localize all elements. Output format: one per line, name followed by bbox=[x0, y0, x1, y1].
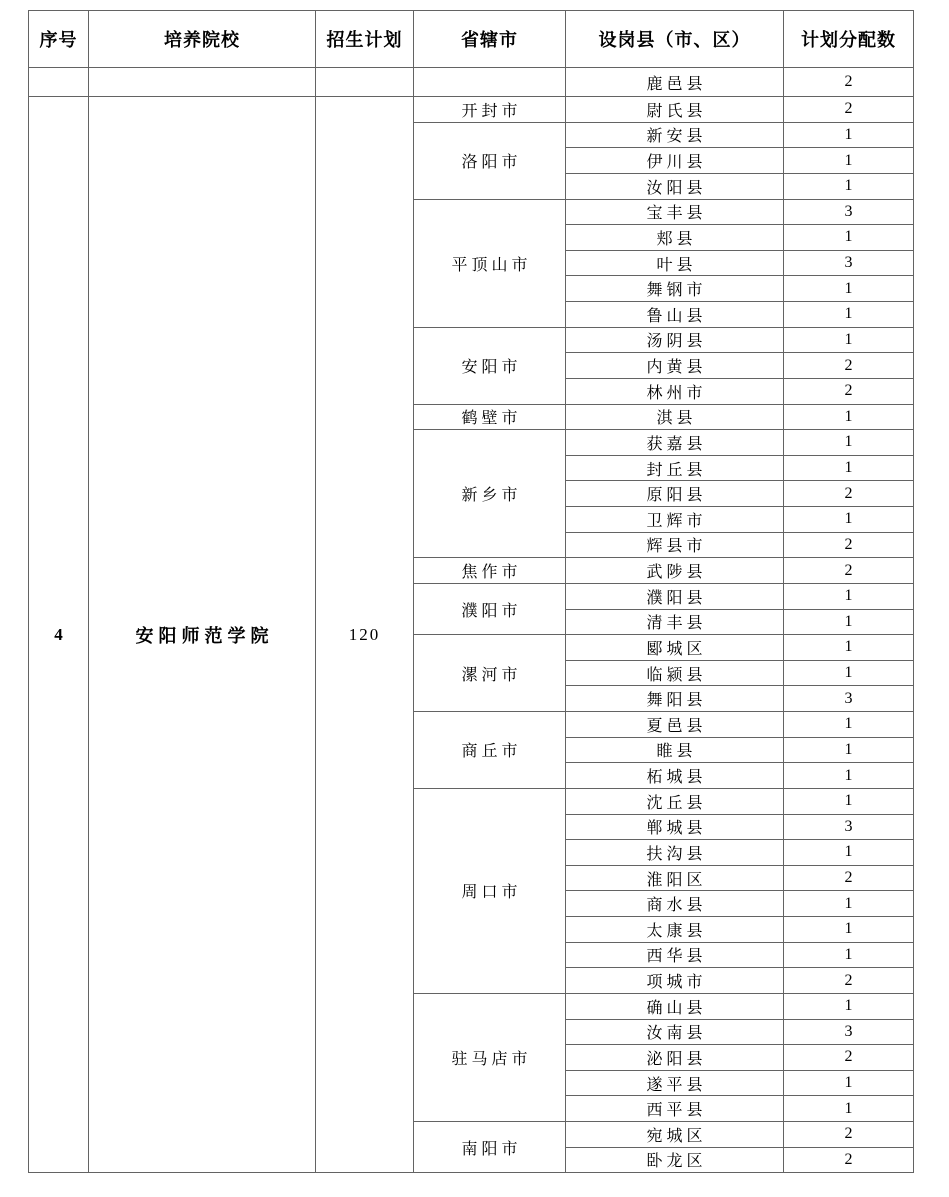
county-cell: 遂平县 bbox=[566, 1070, 784, 1096]
county-cell: 郾城区 bbox=[566, 635, 784, 661]
count-cell: 2 bbox=[784, 532, 914, 558]
county-cell: 汝阳县 bbox=[566, 173, 784, 199]
county-cell: 获嘉县 bbox=[566, 430, 784, 456]
city-cell: 安阳市 bbox=[414, 327, 566, 404]
col-header-count: 计划分配数 bbox=[784, 11, 914, 68]
institution-cell: 安阳师范学院 bbox=[89, 97, 316, 1173]
empty-city-cell bbox=[414, 68, 566, 97]
county-cell: 太康县 bbox=[566, 917, 784, 943]
count-cell: 1 bbox=[784, 507, 914, 533]
count-cell: 1 bbox=[784, 327, 914, 353]
county-cell: 汤阴县 bbox=[566, 327, 784, 353]
empty-institution-cell bbox=[89, 68, 316, 97]
county-cell: 清丰县 bbox=[566, 609, 784, 635]
county-cell: 林州市 bbox=[566, 378, 784, 404]
col-header-seq: 序号 bbox=[29, 11, 89, 68]
county-cell: 西华县 bbox=[566, 942, 784, 968]
count-cell: 2 bbox=[784, 481, 914, 507]
count-cell: 2 bbox=[784, 1147, 914, 1173]
county-cell: 汝南县 bbox=[566, 1019, 784, 1045]
count-cell: 1 bbox=[784, 173, 914, 199]
count-cell: 1 bbox=[784, 1070, 914, 1096]
county-cell: 内黄县 bbox=[566, 353, 784, 379]
count-cell: 2 bbox=[784, 968, 914, 994]
count-cell: 1 bbox=[784, 712, 914, 738]
count-cell: 3 bbox=[784, 686, 914, 712]
city-cell: 漯河市 bbox=[414, 635, 566, 712]
plan-cell: 120 bbox=[316, 97, 414, 1173]
count-cell: 1 bbox=[784, 891, 914, 917]
count-cell: 1 bbox=[784, 148, 914, 174]
city-cell: 平顶山市 bbox=[414, 199, 566, 327]
county-cell: 沈丘县 bbox=[566, 788, 784, 814]
count-cell: 1 bbox=[784, 302, 914, 328]
city-cell: 驻马店市 bbox=[414, 993, 566, 1121]
city-cell: 洛阳市 bbox=[414, 122, 566, 199]
empty-seq-cell bbox=[29, 68, 89, 97]
count-cell: 3 bbox=[784, 814, 914, 840]
count-cell: 2 bbox=[784, 558, 914, 584]
county-cell: 原阳县 bbox=[566, 481, 784, 507]
count-cell: 1 bbox=[784, 993, 914, 1019]
county-cell: 临颍县 bbox=[566, 660, 784, 686]
county-cell: 夏邑县 bbox=[566, 712, 784, 738]
city-cell: 濮阳市 bbox=[414, 583, 566, 634]
county-cell: 宛城区 bbox=[566, 1122, 784, 1148]
count-cell: 1 bbox=[784, 609, 914, 635]
count-cell: 1 bbox=[784, 276, 914, 302]
county-cell: 伊川县 bbox=[566, 148, 784, 174]
count-cell: 1 bbox=[784, 225, 914, 251]
city-cell: 新乡市 bbox=[414, 430, 566, 558]
count-cell: 2 bbox=[784, 1045, 914, 1071]
count-cell: 2 bbox=[784, 865, 914, 891]
count-cell: 3 bbox=[784, 199, 914, 225]
count-cell: 1 bbox=[784, 942, 914, 968]
county-cell: 尉氏县 bbox=[566, 97, 784, 123]
county-cell: 淇县 bbox=[566, 404, 784, 430]
count-cell: 2 bbox=[784, 1122, 914, 1148]
county-cell: 武陟县 bbox=[566, 558, 784, 584]
count-cell: 1 bbox=[784, 737, 914, 763]
count-cell: 3 bbox=[784, 250, 914, 276]
county-cell: 濮阳县 bbox=[566, 583, 784, 609]
county-cell: 新安县 bbox=[566, 122, 784, 148]
carryover-row bbox=[29, 68, 914, 97]
county-cell: 辉县市 bbox=[566, 532, 784, 558]
count-cell: 1 bbox=[784, 404, 914, 430]
count-cell: 1 bbox=[784, 430, 914, 456]
county-cell: 宝丰县 bbox=[566, 199, 784, 225]
county-cell: 卫辉市 bbox=[566, 507, 784, 533]
county-cell: 鲁山县 bbox=[566, 302, 784, 328]
county-cell: 淮阳区 bbox=[566, 865, 784, 891]
seq-cell: 4 bbox=[29, 97, 89, 1173]
county-cell: 确山县 bbox=[566, 993, 784, 1019]
city-cell: 开封市 bbox=[414, 97, 566, 123]
county-cell: 舞钢市 bbox=[566, 276, 784, 302]
col-header-institution: 培养院校 bbox=[89, 11, 316, 68]
county-cell: 郏县 bbox=[566, 225, 784, 251]
count-cell: 2 bbox=[784, 353, 914, 379]
count-cell: 1 bbox=[784, 122, 914, 148]
county-cell: 项城市 bbox=[566, 968, 784, 994]
count-cell: 1 bbox=[784, 455, 914, 481]
empty-plan-cell bbox=[316, 68, 414, 97]
city-cell: 焦作市 bbox=[414, 558, 566, 584]
count-cell: 3 bbox=[784, 1019, 914, 1045]
count-cell: 1 bbox=[784, 840, 914, 866]
count-cell: 1 bbox=[784, 583, 914, 609]
city-cell: 南阳市 bbox=[414, 1122, 566, 1173]
county-cell: 叶县 bbox=[566, 250, 784, 276]
county-cell: 泌阳县 bbox=[566, 1045, 784, 1071]
count-cell: 1 bbox=[784, 763, 914, 789]
col-header-city: 省辖市 bbox=[414, 11, 566, 68]
county-cell: 封丘县 bbox=[566, 455, 784, 481]
city-cell: 商丘市 bbox=[414, 712, 566, 789]
county-cell: 柘城县 bbox=[566, 763, 784, 789]
county-cell: 睢县 bbox=[566, 737, 784, 763]
count-cell: 1 bbox=[784, 635, 914, 661]
count-cell: 2 bbox=[784, 97, 914, 123]
count-cell: 2 bbox=[784, 378, 914, 404]
count-cell: 2 bbox=[784, 68, 914, 97]
count-cell: 1 bbox=[784, 1096, 914, 1122]
col-header-county: 设岗县（市、区） bbox=[566, 11, 784, 68]
county-cell: 西平县 bbox=[566, 1096, 784, 1122]
county-cell: 郸城县 bbox=[566, 814, 784, 840]
table-row bbox=[29, 97, 914, 123]
header-row bbox=[29, 11, 914, 68]
county-cell: 扶沟县 bbox=[566, 840, 784, 866]
county-cell: 商水县 bbox=[566, 891, 784, 917]
county-cell: 舞阳县 bbox=[566, 686, 784, 712]
allocation-table bbox=[28, 10, 914, 1173]
count-cell: 1 bbox=[784, 788, 914, 814]
city-cell: 周口市 bbox=[414, 788, 566, 993]
city-cell: 鹤壁市 bbox=[414, 404, 566, 430]
county-cell: 卧龙区 bbox=[566, 1147, 784, 1173]
count-cell: 1 bbox=[784, 660, 914, 686]
col-header-plan: 招生计划 bbox=[316, 11, 414, 68]
count-cell: 1 bbox=[784, 917, 914, 943]
county-cell: 鹿邑县 bbox=[566, 68, 784, 97]
